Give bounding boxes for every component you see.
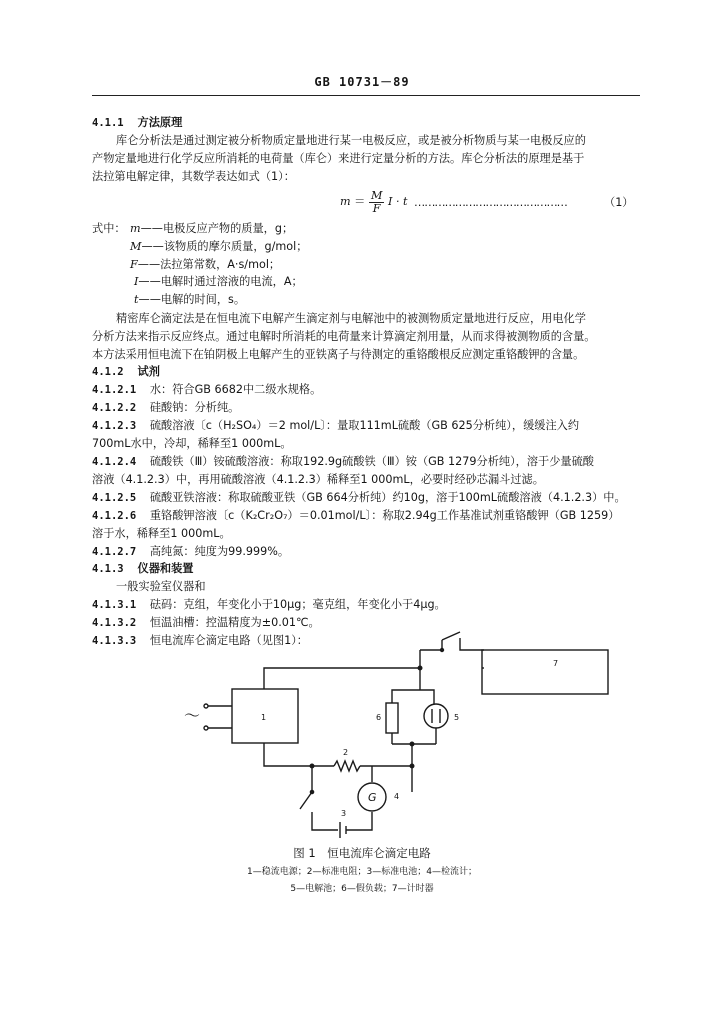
- definition-symbol: I: [134, 275, 139, 288]
- timer-switch: [442, 632, 460, 640]
- item-number: 4.1.2.3: [92, 420, 137, 432]
- paragraph-line: 本方法采用恒电流下在铂阴极上电解产生的亚铁离子与待测定的重铬酸根反应测定重铬酸钾的含量。: [92, 348, 585, 361]
- item-text: 恒温油槽：控温精度为±0.01℃。: [149, 616, 320, 629]
- label-1: 1: [261, 713, 267, 722]
- definition-text: ——该物质的摩尔质量，g/mol；: [141, 240, 308, 253]
- item-text: 水：符合GB 6682中二级水规格。: [149, 383, 322, 396]
- where-label: 式中：: [92, 222, 126, 235]
- label-3: 3: [341, 809, 347, 818]
- top-wire: [264, 668, 420, 689]
- figure-legend-line-2: 5—电解池；6—假负载；7—计时器: [290, 884, 434, 894]
- dummy-load-resistor: [386, 703, 398, 733]
- label-5: 5: [454, 713, 460, 722]
- formula-leader-dots: ………………………………………: [414, 196, 567, 209]
- item-text: 高纯氮：纯度为99.999%。: [149, 545, 290, 558]
- formula-number: （1）: [604, 196, 634, 209]
- paragraph-line: 精密库仑滴定法是在恒电流下电解产生滴定剂与电解池中的被测物质定量地进行反应，用电化学: [116, 312, 586, 325]
- apparatus-intro: 一般实验室仪器和: [116, 580, 206, 593]
- item-text: 恒电流库仑滴定电路（见图1）：: [149, 634, 308, 647]
- paragraph-line: 法拉第电解定律，其数学表达如式（1）：: [92, 170, 295, 183]
- standard-number-header: GB 10731－89: [314, 75, 410, 89]
- figure-legend-line-1: 1—稳流电源；2—标准电阻；3—标准电池；4—检流计；: [247, 867, 477, 877]
- section-title: 方法原理: [137, 116, 183, 129]
- formula-denominator: F: [372, 201, 381, 215]
- formula-rest: I · t: [387, 195, 408, 208]
- item-continuation: 700mL水中，冷却，稀释至1 000mL。: [92, 437, 292, 450]
- section-title: 试剂: [137, 365, 160, 378]
- item-number: 4.1.3.2: [92, 617, 137, 629]
- label-7: 7: [553, 659, 559, 668]
- figure-caption: 图 1 恒电流库仑滴定电路: [293, 846, 431, 860]
- item-number: 4.1.2.4: [92, 456, 137, 468]
- definition-symbol: m: [130, 222, 141, 235]
- standard-resistor: [334, 761, 360, 771]
- item-number: 4.1.2.5: [92, 492, 137, 504]
- definition-symbol: F: [130, 258, 138, 271]
- ac-symbol: ～: [184, 706, 201, 725]
- galvanometer-letter: G: [368, 791, 377, 804]
- formula-equals: ＝: [354, 195, 366, 208]
- section-number: 4.1.3: [92, 563, 124, 575]
- item-text: 砝码：克组，年变化小于10μg；毫克组，年变化小于4μg。: [149, 598, 446, 611]
- definition-symbol: M: [130, 240, 142, 253]
- definition-text: ——电解时通过溶液的电流，A；: [138, 275, 303, 288]
- paragraph-line: 分析方法来指示反应终点。通过电解时所消耗的电荷量来计算滴定剂用量，从而求得被测物质的含量。: [92, 330, 596, 343]
- item-text: 硫酸溶液〔c（H₂SO₄）＝2 mol/L〕：量取111mL硫酸（GB 625分析纯），缓缓注入约: [149, 419, 580, 432]
- definition-text: ——电极反应产物的质量，g；: [140, 222, 294, 235]
- item-number: 4.1.2.1: [92, 384, 137, 396]
- definition-text: ——电解的时间，s。: [138, 293, 246, 306]
- item-number: 4.1.2.7: [92, 546, 137, 558]
- timer-box: [482, 650, 608, 694]
- item-text: 硫酸亚铁溶液：称取硫酸亚铁（GB 664分析纯）约10g，溶于100mL硫酸溶液（4.1.2.3）中。: [149, 491, 626, 504]
- definition-symbol: t: [134, 293, 139, 306]
- formula-lhs: m: [340, 195, 351, 208]
- item-continuation: 溶液（4.1.2.3）中，再用硫酸溶液（4.1.2.3）稀释至1 000mL，必要时经砂芯漏斗过滤。: [92, 473, 544, 486]
- paragraph-line: 产物定量地进行化学反应所消耗的电荷量（库仑）来进行定量分析的方法。库仑分析法的原理是基于: [92, 152, 585, 165]
- electrolytic-cell: [424, 704, 448, 728]
- item-number: 4.1.3.1: [92, 599, 137, 611]
- item-number: 4.1.2.2: [92, 402, 137, 414]
- item-text: 硅酸钠：分析纯。: [149, 401, 240, 414]
- section-title: 仪器和装置: [137, 562, 194, 575]
- item-number: 4.1.3.3: [92, 635, 137, 647]
- label-4: 4: [394, 792, 400, 801]
- label-6: 6: [376, 713, 382, 722]
- item-text: 重铬酸钾溶液〔c（K₂Cr₂O₇）＝0.01mol/L〕：称取2.94g工作基准试剂重铬酸钾（GB 1259）: [149, 509, 620, 522]
- item-continuation: 溶于水，稀释至1 000mL。: [92, 527, 231, 540]
- galvanometer-switch: [300, 792, 312, 809]
- definition-text: ——法拉第常数，A·s/mol；: [137, 258, 281, 271]
- item-number: 4.1.2.6: [92, 510, 137, 522]
- section-number: 4.1.2: [92, 366, 124, 378]
- paragraph-line: 库仑分析法是通过测定被分析物质定量地进行某一电极反应，或是被分析物质与某一电极反应的: [116, 134, 586, 147]
- formula-numerator: M: [370, 188, 383, 202]
- label-2: 2: [343, 748, 349, 757]
- item-text: 硫酸铁（Ⅲ）铵硫酸溶液：称取192.9g硫酸铁（Ⅲ）铵（GB 1279分析纯），溶于少量硫酸: [149, 455, 594, 468]
- section-number: 4.1.1: [92, 117, 124, 129]
